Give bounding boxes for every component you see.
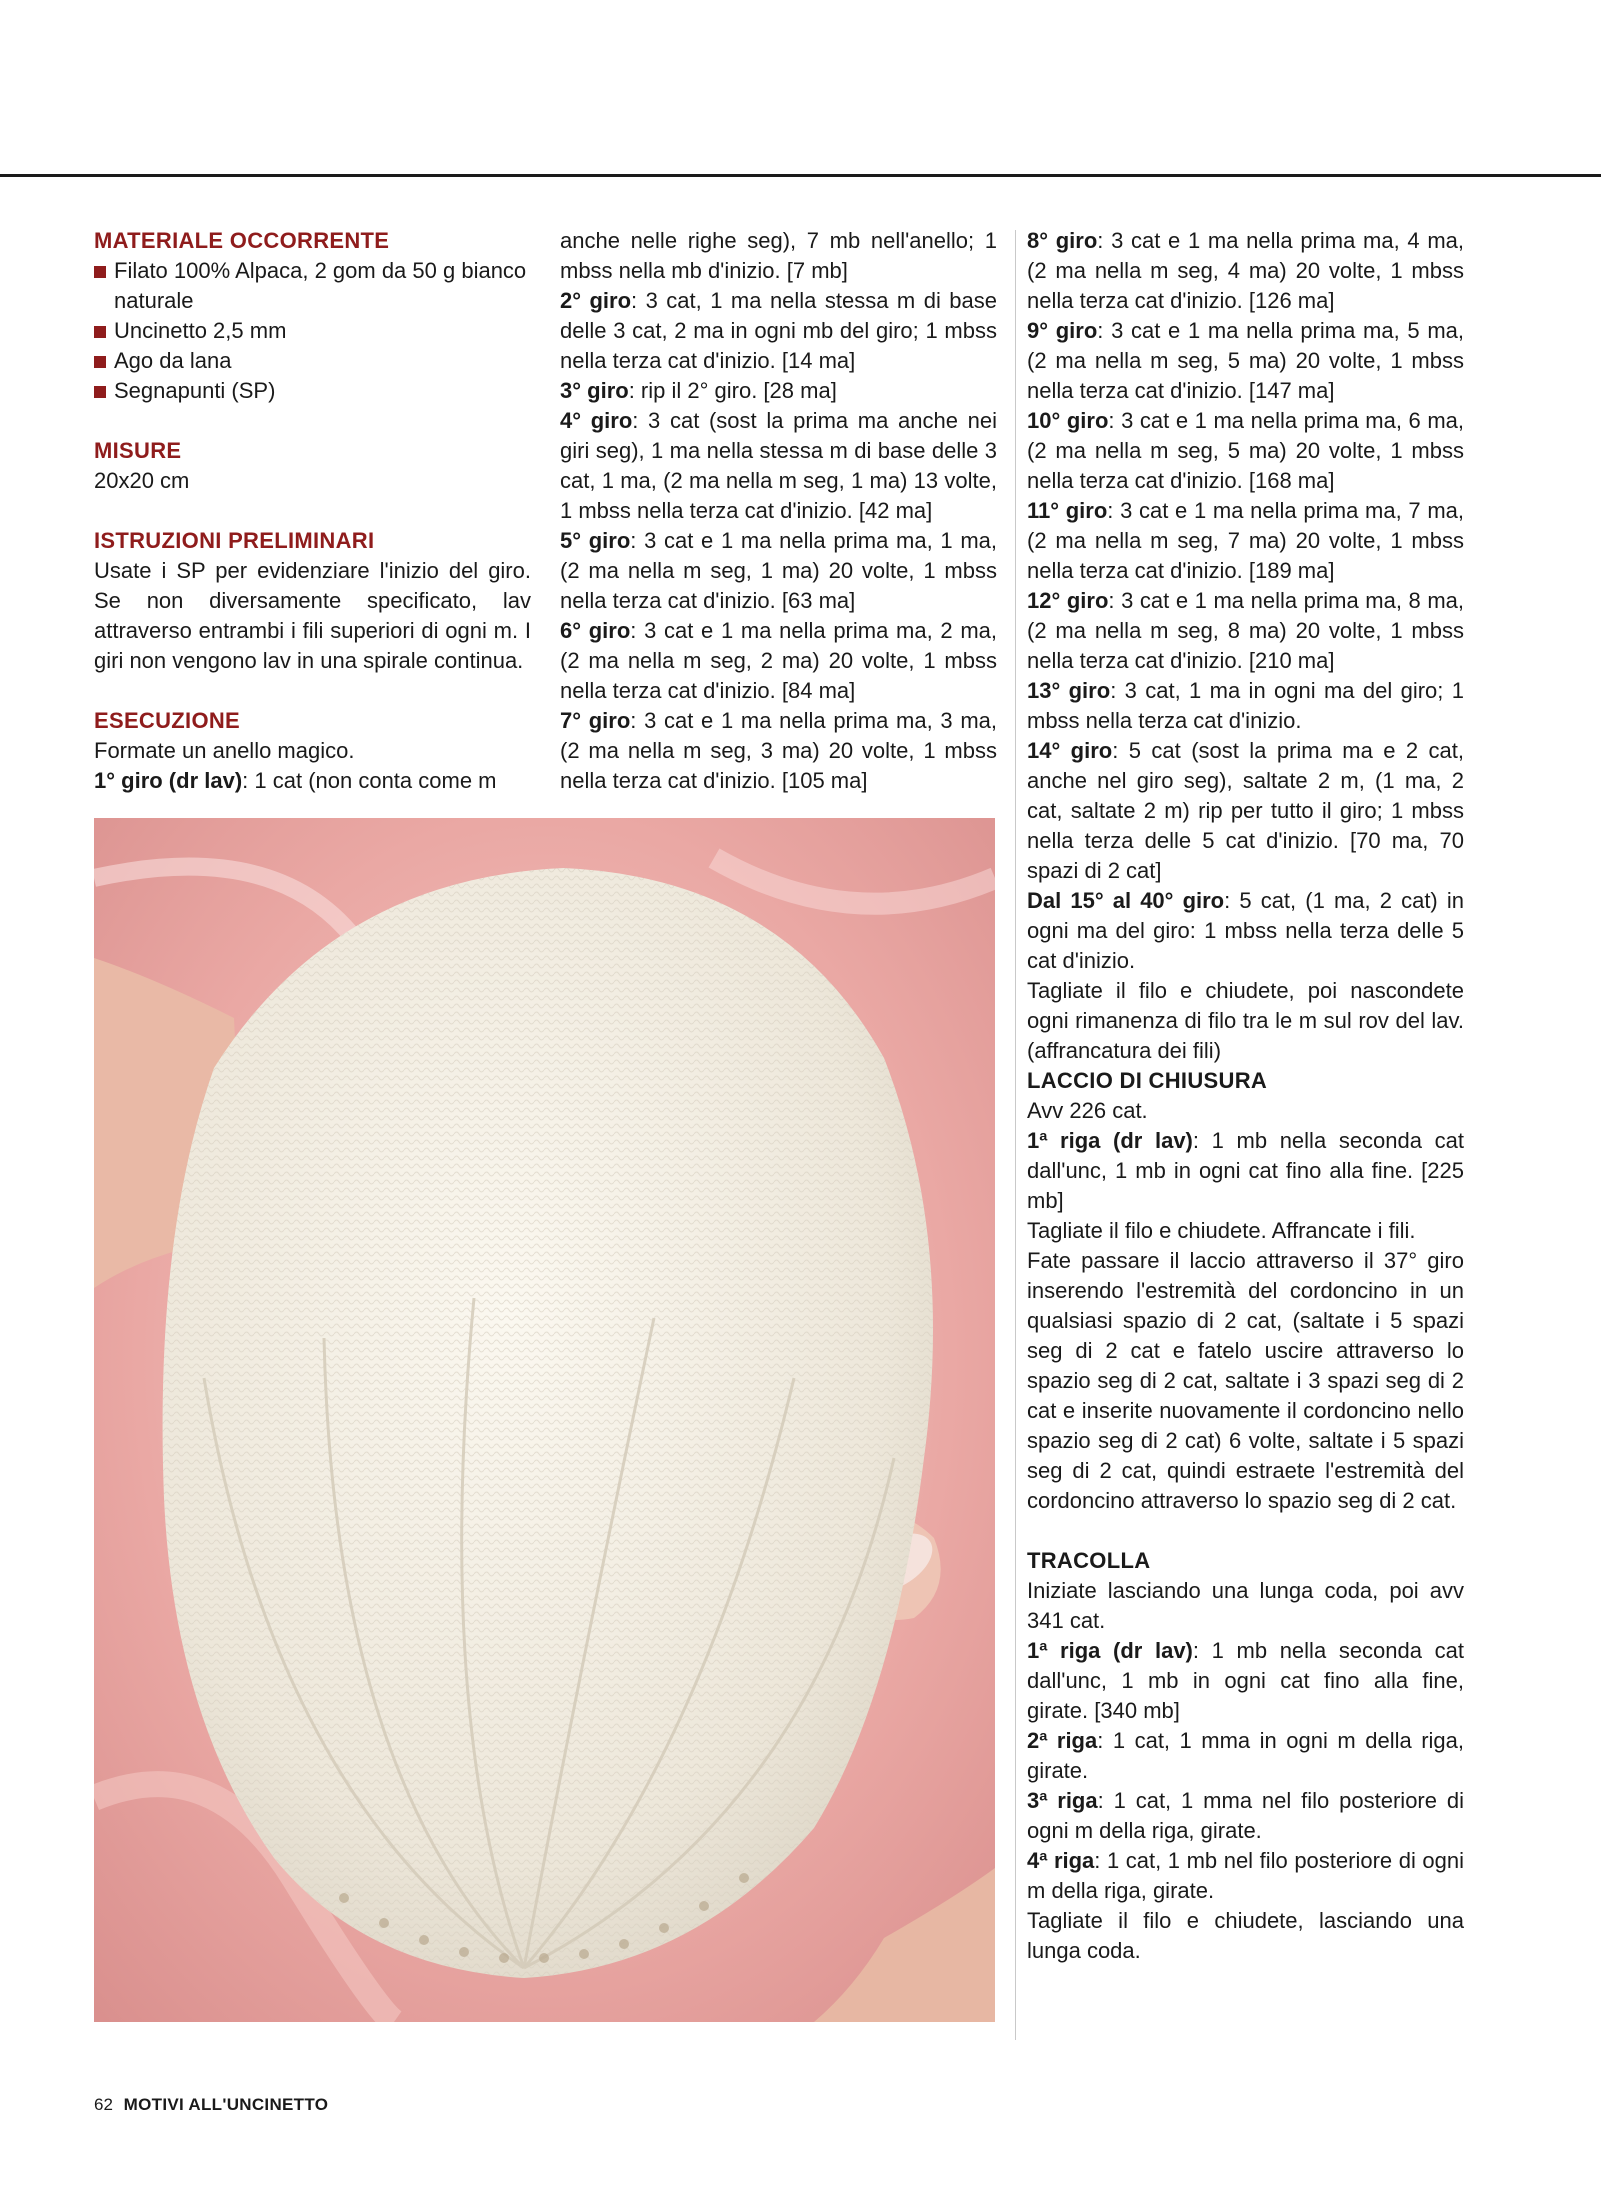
istruzioni-text: Usate i SP per evidenziare l'inizio del giro. Se non diversamente specificato, lav attraverso entrambi i fili superiori di ogni m. I giri non vengono lav in una spirale continua. [94, 558, 531, 673]
esecuzione-row-1 [94, 766, 531, 796]
row-label: 5° giro [560, 528, 631, 553]
row-text: : 1 cat, 1 mma nel filo posteriore di ogni m della riga, girate. [1027, 1788, 1464, 1843]
row-label: 1ª riga (dr lav) [1027, 1128, 1193, 1153]
istruzioni-section [94, 526, 531, 676]
list-item: Filato 100% Alpaca, 2 gom da 50 g bianco naturale [94, 256, 531, 316]
row-text: : 1 cat (non conta come m [242, 768, 497, 793]
laccio-paragraph: Tagliate il filo e chiudete. Affrancate i fili. [1027, 1218, 1416, 1243]
giro-row [1027, 496, 1464, 586]
row-text: : 5 cat (sost la prima ma e 2 cat, anche nel giro seg), saltate 2 m, (1 ma, 2 cat, saltate 2 m) rip per tutto il giro; 1 mbss nella terza delle 5 cat d'inizio. [70 ma, 70 spazi di 2 cat] [1027, 738, 1464, 883]
row-label: 6° giro [560, 618, 631, 643]
row-text: : 1 cat, 1 mma in ogni m della riga, girate. [1027, 1728, 1464, 1783]
laccio-heading: LACCIO DI CHIUSURA [1027, 1068, 1268, 1093]
materiale-heading: MATERIALE OCCORRENTE [94, 228, 390, 253]
bag-photo [94, 818, 995, 2022]
column-3 [1027, 226, 1464, 1966]
row-label: 10° giro [1027, 408, 1109, 433]
row-text: : 3 cat e 1 ma nella prima ma, 3 ma, (2 ma nella m seg, 3 ma) 20 volte, 1 mbss nella terza cat d'inizio. [105 ma] [560, 708, 997, 793]
top-rule [0, 174, 1601, 177]
row-label: 4° giro [560, 408, 633, 433]
row-text: : 3 cat e 1 ma nella prima ma, 1 ma, (2 ma nella m seg, 1 ma) 20 volte, 1 mbss nella terza cat d'inizio. [63 ma] [560, 528, 997, 613]
row-text: : 1 mb nella seconda cat dall'unc, 1 mb in ogni cat fino alla fine, girate. [340 mb] [1027, 1638, 1464, 1723]
giro-row [1027, 586, 1464, 676]
misure-section [94, 436, 531, 496]
row-text: : 5 cat, (1 ma, 2 cat) in ogni ma del giro: 1 mbss nella terza delle 5 cat d'inizio. [1027, 888, 1464, 973]
giro-row [1027, 406, 1464, 496]
row-label: 9° giro [1027, 318, 1098, 343]
page-number: 62 [94, 2095, 113, 2114]
list-item: Ago da lana [94, 346, 531, 376]
row-label: 1° giro (dr lav) [94, 768, 243, 793]
row-label: 3ª riga [1027, 1788, 1098, 1813]
giro-row [560, 616, 997, 706]
row-text: : 3 cat, 1 ma nella stessa m di base delle 3 cat, 2 ma in ogni mb del giro; 1 mbss nella terza cat d'inizio. [14 ma] [560, 288, 997, 373]
row-label: 1ª riga (dr lav) [1027, 1638, 1193, 1663]
row-label: 8° giro [1027, 228, 1098, 253]
esecuzione-intro: Formate un anello magico. [94, 738, 355, 763]
row-label: 2° giro [560, 288, 632, 313]
row-text: : rip il 2° giro. [28 ma] [628, 378, 837, 403]
giro-row [1027, 226, 1464, 316]
row-label: Dal 15° al 40° giro [1027, 888, 1225, 913]
materiale-section [94, 226, 531, 406]
giro-row [1027, 316, 1464, 406]
row-text: : 3 cat e 1 ma nella prima ma, 4 ma, (2 ma nella m seg, 4 ma) 20 volte, 1 mbss nella terza cat d'inizio. [126 ma] [1027, 228, 1464, 313]
row-text: : 3 cat (sost la prima ma anche nei giri seg), 1 ma nella stessa m di base delle 3 cat, 1 ma, (2 ma nella m seg, 1 ma) 13 volte, 1 mbss nella terza cat d'inizio. [42 ma] [560, 408, 998, 523]
magazine-title: MOTIVI ALL'UNCINETTO [123, 2095, 329, 2114]
laccio-section [1027, 1066, 1464, 1516]
giro-row [1027, 736, 1464, 886]
giro-row [560, 406, 997, 526]
riga-row [1027, 1726, 1464, 1786]
giro-rows [1027, 226, 1464, 1066]
laccio-intro: Avv 226 cat. [1027, 1098, 1148, 1123]
tracolla-section [1027, 1546, 1464, 1966]
row-text: : 3 cat e 1 ma nella prima ma, 7 ma, (2 ma nella m seg, 7 ma) 20 volte, 1 mbss nella terza cat d'inizio. [189 ma] [1027, 498, 1464, 583]
row-text: : 3 cat, 1 ma in ogni ma del giro; 1 mbss nella terza cat d'inizio. [1027, 678, 1464, 733]
row-text: : 1 mb nella seconda cat dall'unc, 1 mb in ogni cat fino alla fine. [225 mb] [1027, 1128, 1464, 1213]
giro-row [1027, 676, 1464, 736]
row-label: 13° giro [1027, 678, 1111, 703]
row-text: : 3 cat e 1 ma nella prima ma, 6 ma, (2 ma nella m seg, 5 ma) 20 volte, 1 mbss nella terza cat d'inizio. [168 ma] [1027, 408, 1464, 493]
tracolla-heading: TRACOLLA [1027, 1548, 1151, 1573]
row-label: 11° giro [1027, 498, 1108, 523]
bag-photo-illustration [94, 818, 995, 2022]
row-text: : 1 cat, 1 mb nel filo posteriore di ogni m della riga, girate. [1027, 1848, 1464, 1903]
giro-row [560, 376, 997, 406]
laccio-paragraph: Fate passare il laccio attraverso il 37° giro inserendo l'estremità del cordoncino in un qualsiasi spazio di 2 cat, (saltate i 5 spazi seg di 2 cat e fatelo uscire attraverso lo spazio seg di 2 cat, saltate i 3 spazi seg di 2 cat e inserite nuovamente il cordoncino nello spazio seg di 2 cat) 6 volte, saltate i 5 spazi seg di 2 cat, quindi estraete l'estremità del cordoncino attraverso lo spazio seg di 2 cat. [1027, 1248, 1464, 1513]
misure-value: 20x20 cm [94, 468, 190, 493]
tracolla-finish: Tagliate il filo e chiudete, lasciando una lunga coda. [1027, 1908, 1464, 1963]
materiale-list [94, 256, 531, 406]
page-footer [94, 2095, 328, 2115]
row-label: 2ª riga [1027, 1728, 1098, 1753]
finish-text: Tagliate il filo e chiudete, poi nascondete ogni rimanenza di filo tra le m sul rov del lav. (affrancatura dei fili) [1027, 978, 1464, 1063]
giro-row [560, 526, 997, 616]
row-text: : 3 cat e 1 ma nella prima ma, 2 ma, (2 ma nella m seg, 2 ma) 20 volte, 1 mbss nella terza cat d'inizio. [84 ma] [560, 618, 997, 703]
row-label: 3° giro [560, 378, 629, 403]
istruzioni-heading: ISTRUZIONI PRELIMINARI [94, 528, 375, 553]
row-label: 14° giro [1027, 738, 1113, 763]
esecuzione-section [94, 706, 531, 796]
row-text: : 3 cat e 1 ma nella prima ma, 5 ma, (2 ma nella m seg, 5 ma) 20 volte, 1 mbss nella terza cat d'inizio. [147 ma] [1027, 318, 1464, 403]
column-2 [560, 226, 997, 796]
giro-row [560, 706, 997, 796]
riga-row [1027, 1846, 1464, 1906]
column-1 [94, 226, 531, 826]
row-text: : 3 cat e 1 ma nella prima ma, 8 ma, (2 ma nella m seg, 8 ma) 20 volte, 1 mbss nella terza cat d'inizio. [210 ma] [1027, 588, 1464, 673]
riga-row [1027, 1636, 1464, 1726]
column-divider [1015, 230, 1016, 2040]
continuation-text: anche nelle righe seg), 7 mb nell'anello; 1 mbss nella mb d'inizio. [7 mb] [560, 228, 997, 283]
row-label: 4ª riga [1027, 1848, 1095, 1873]
list-item: Uncinetto 2,5 mm [94, 316, 531, 346]
giro-row [1027, 886, 1464, 976]
misure-heading: MISURE [94, 438, 182, 463]
row-label: 12° giro [1027, 588, 1109, 613]
list-item: Segnapunti (SP) [94, 376, 531, 406]
tracolla-intro: Iniziate lasciando una lunga coda, poi avv 341 cat. [1027, 1578, 1464, 1633]
row-label: 7° giro [560, 708, 631, 733]
giro-row [560, 286, 997, 376]
riga-row [1027, 1786, 1464, 1846]
esecuzione-heading: ESECUZIONE [94, 708, 241, 733]
laccio-row-1 [1027, 1126, 1464, 1216]
